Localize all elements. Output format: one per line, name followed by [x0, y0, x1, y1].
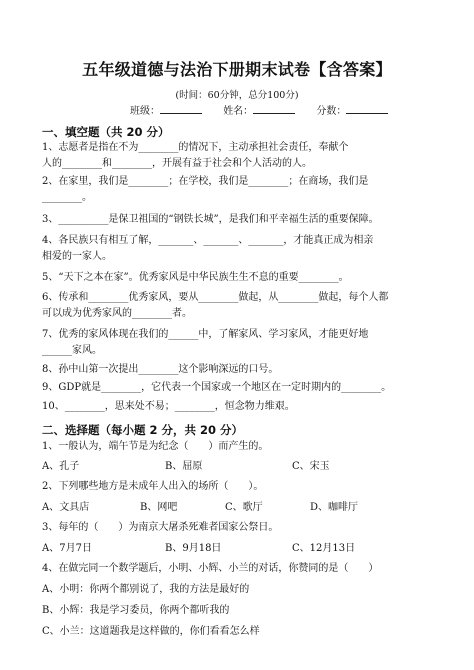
fill-q7-line1: 7、优秀的家风体现在我们的______中，了解家风、学习家风，才能更好地 — [42, 329, 369, 340]
student-info-row — [130, 102, 406, 117]
fill-q8: 8、孙中山第一次提出________这个影响深远的口号。 — [42, 364, 279, 375]
section-choice-heading: 二、选择题（每小题 2 分，共 20 分） — [42, 423, 244, 437]
choice-q3-option-c: C、12月13日 — [292, 543, 356, 554]
fill-q10: 10、________，思来处不易；________，恒念物力维艰。 — [42, 401, 295, 412]
time-score-note: (时间：60分钟，总分100分) — [175, 90, 299, 101]
choice-q1-option-a: A、孔子 — [42, 461, 80, 472]
choice-q3-option-b: B、9月18日 — [165, 543, 222, 554]
choice-q1: 1、一般认为，端午节是为纪念（ ）而产生的。 — [42, 441, 269, 452]
choice-q4-option-a: A、小明：你两个都别说了，我的方法是最好的 — [42, 584, 250, 595]
choice-q1-option-c: C、宋玉 — [292, 461, 330, 472]
name-label: 姓名： — [223, 106, 254, 117]
score-label: 分数： — [316, 106, 347, 117]
fill-q4-line1: 4、各民族只有相互了解，_______、_______、_______，才能真正成为相亲 — [42, 235, 374, 246]
fill-q2-line2: ________。 — [42, 192, 92, 203]
choice-q2: 2、下列哪些地方是未成年人出入的场所（ ）。 — [42, 481, 264, 492]
fill-q1-line1: 1、志愿者是指在不为________的情况下，主动承担社会责任，奉献个 — [42, 142, 349, 153]
choice-q4-option-b: B、小辉：我是学习委员，你两个都听我的 — [42, 605, 230, 616]
name-blank — [253, 103, 295, 114]
choice-q4: 4、在做完同一个数学题后，小明、小辉、小兰的对话，你赞同的是（ ） — [42, 563, 379, 574]
choice-q1-option-b: B、屈原 — [165, 461, 203, 472]
fill-q6-line2: 可以成为优秀家风的________者。 — [42, 308, 192, 319]
choice-q2-option-b: B、网吧 — [140, 502, 178, 513]
fill-q3: 3、__________是保卫祖国的“钢铁长城”，是我们和平幸福生活的重要保障。 — [42, 214, 379, 225]
section-fill-heading: 一、填空题（共 20 分） — [42, 125, 170, 139]
score-blank — [346, 103, 388, 114]
fill-q4-line2: 相爱的一家人。 — [42, 251, 112, 262]
fill-q9: 9、GDP就是________，它代表一个国家或一个地区在一定时期内的________。 — [42, 382, 392, 393]
page-title: 五年级道德与法治下册期末试卷【含答案】 — [82, 60, 392, 79]
fill-q7-line2: ______家风。 — [42, 345, 102, 356]
fill-q1-line2: 人的________和________，开展有益于社会和个人活动的人。 — [42, 158, 312, 169]
choice-q3-option-a: A、7月7日 — [42, 543, 92, 554]
fill-q6-line1: 6、传承和________优秀家风，要从________做起，从________做起，每个人都 — [42, 292, 389, 303]
choice-q2-option-a: A、文具店 — [42, 502, 90, 513]
class-label: 班级： — [130, 106, 160, 117]
fill-q2-line1: 2、在家里，我们是________；在学校，我们是________；在商场，我们是 — [42, 176, 369, 187]
fill-q5: 5、“天下之本在家”。优秀家风是中华民族生生不息的重要________。 — [42, 272, 349, 283]
choice-q4-option-c: C、小兰：这道题我是这样做的，你们看看怎么样 — [42, 626, 260, 637]
choice-q2-option-d: D、咖啡厅 — [310, 502, 359, 513]
choice-q2-option-c: C、歌厅 — [225, 502, 263, 513]
choice-q3: 3、每年的（ ）为南京大屠杀死难者国家公祭日。 — [42, 522, 279, 533]
class-blank — [160, 103, 202, 114]
